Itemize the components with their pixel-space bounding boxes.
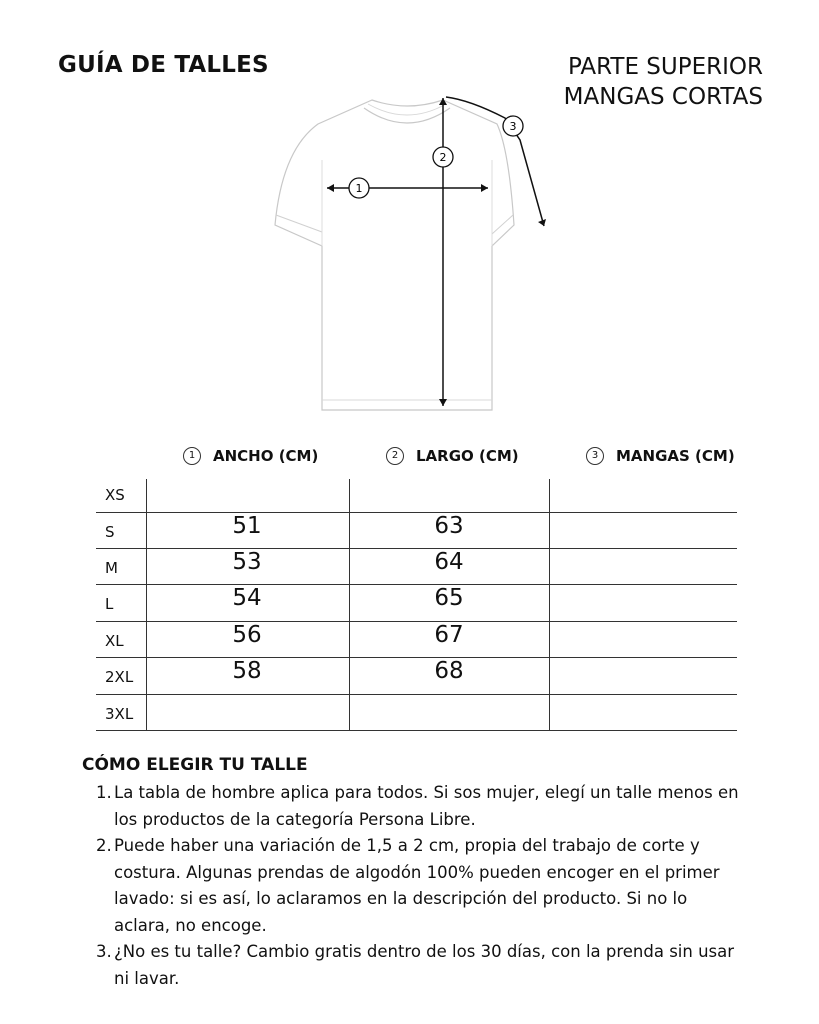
tshirt-outline (275, 100, 514, 410)
list-item-number: 1. (96, 783, 112, 802)
marker-1 (349, 178, 369, 198)
list-item (96, 780, 746, 833)
cell-ancho-xl: 56 (232, 622, 262, 648)
table-row-line (96, 730, 737, 731)
how-to-title: CÓMO ELEGIR TU TALLE (82, 755, 308, 775)
cell-largo-s: 63 (434, 513, 464, 539)
length-measure-line (439, 98, 447, 406)
size-label-3xl: 3XL (105, 705, 134, 723)
column-header-label: ANCHO (CM) (213, 447, 319, 465)
marker-3 (503, 116, 523, 136)
svg-text:2: 2 (439, 151, 447, 164)
cell-ancho-2xl: 58 (232, 658, 262, 684)
cell-largo-2xl: 68 (434, 658, 464, 684)
size-label-l: L (105, 595, 114, 613)
size-label-xl: XL (105, 632, 124, 650)
cell-largo-m: 64 (434, 549, 464, 575)
cell-ancho-m: 53 (232, 549, 262, 575)
size-label-m: M (105, 559, 118, 577)
column-header-mangas (586, 447, 735, 465)
list-item (96, 939, 746, 992)
list-item-number: 2. (96, 836, 112, 855)
column-number-circle: 2 (386, 447, 404, 465)
list-item-text: ¿No es tu talle? Cambio gratis dentro de los 30 días, con la prenda sin usar ni lavar. (114, 942, 735, 988)
column-header-largo (386, 447, 519, 465)
marker-2 (433, 147, 453, 167)
svg-text:3: 3 (509, 120, 517, 133)
column-number-circle: 3 (586, 447, 604, 465)
subtitle-line-2: MANGAS CORTAS (563, 84, 763, 110)
list-item-number: 3. (96, 942, 112, 961)
tshirt-diagram (0, 0, 819, 430)
svg-text:1: 1 (355, 182, 363, 195)
column-header-ancho (183, 447, 318, 465)
cell-ancho-s: 51 (232, 513, 262, 539)
sleeve-measure-line (446, 97, 546, 226)
how-to-list (96, 780, 746, 992)
size-label-xs: XS (105, 486, 125, 504)
page-title: GUÍA DE TALLES (58, 52, 269, 78)
list-item (96, 833, 746, 939)
column-header-label: LARGO (CM) (416, 447, 519, 465)
list-item-text: La tabla de hombre aplica para todos. Si sos mujer, elegí un talle menos en los productos de la categoría Persona Libre. (114, 783, 739, 829)
list-item-text: Puede haber una variación de 1,5 a 2 cm, propia del trabajo de corte y costura. Algunas prendas de algodón 100% pueden encoger en el primer lavado: si es así, lo aclaramos en la descripción del producto. Si no lo aclara, no encoge. (114, 836, 720, 935)
column-number-circle: 1 (183, 447, 201, 465)
table-row-line (96, 694, 737, 695)
size-label-s: S (105, 523, 115, 541)
column-header-label: MANGAS (CM) (616, 447, 735, 465)
subtitle-line-1: PARTE SUPERIOR (567, 54, 763, 80)
cell-largo-l: 65 (434, 585, 464, 611)
size-label-2xl: 2XL (105, 668, 134, 686)
cell-ancho-l: 54 (232, 585, 262, 611)
cell-largo-xl: 67 (434, 622, 464, 648)
